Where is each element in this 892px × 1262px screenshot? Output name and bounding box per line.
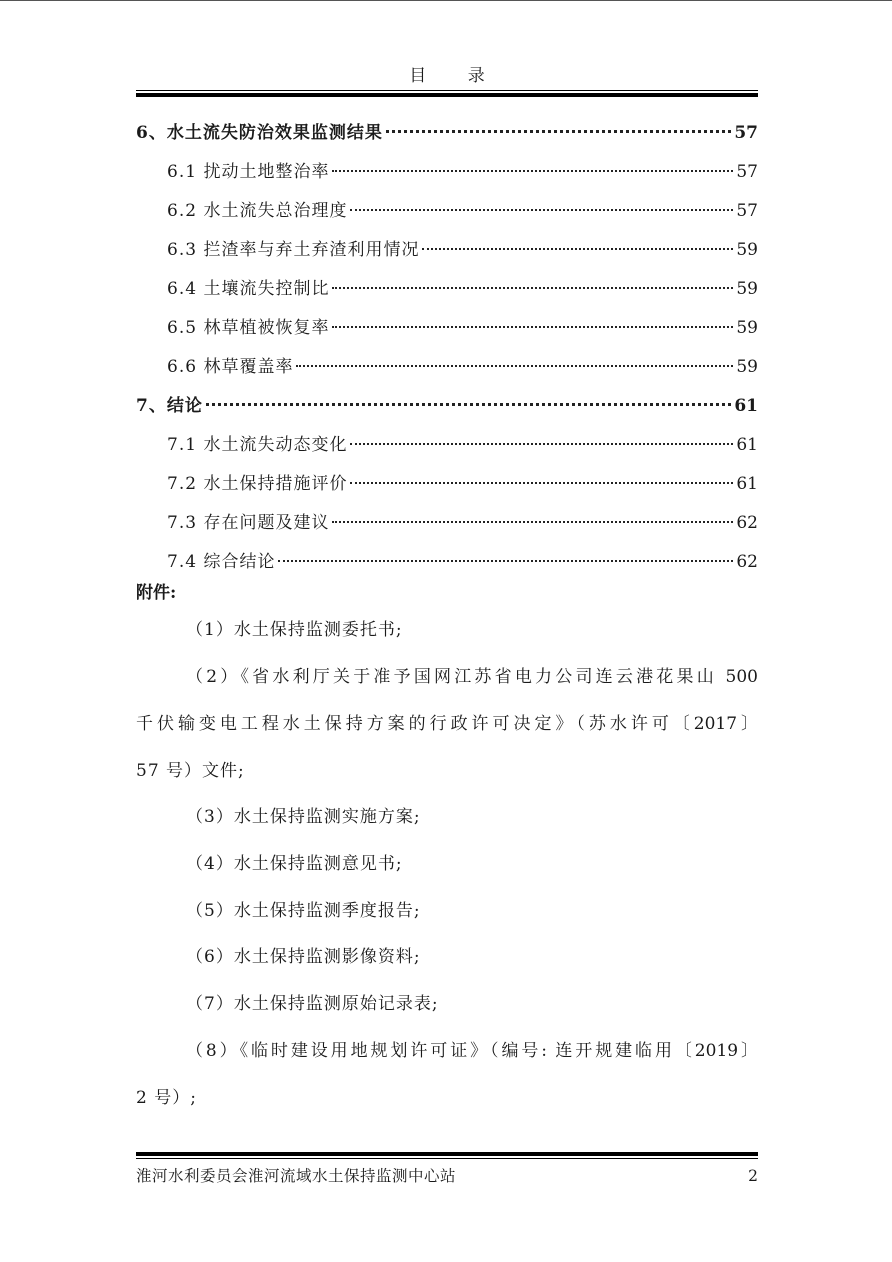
toc-entry[interactable] [167,432,758,458]
toc-leader [332,326,733,328]
toc-entry-label: 6.5 林草植被恢复率 [167,318,330,338]
toc-leader [332,521,733,523]
footer-page-number: 2 [748,1167,758,1185]
toc-entry-page: 59 [736,240,758,260]
attachment-item: （6）水土保持监测影像资料; [186,947,421,967]
attachment-item-line: （2）《省水利厅关于准予国网江苏省电力公司连云港花果山 500 [186,667,758,687]
toc-entry-page: 57 [734,123,758,143]
toc-entry-page: 61 [736,474,758,494]
toc-leader [350,443,733,445]
toc-leader [206,403,731,406]
toc-entry[interactable] [136,120,758,146]
toc-entry-label: 6.2 水土流失总治理度 [167,201,348,221]
toc-entry-label: 6.1 扰动土地整治率 [167,162,330,182]
toc-entry-page: 57 [736,162,758,182]
toc-entry[interactable] [167,276,758,302]
toc-leader [422,248,733,250]
toc-entry-page: 59 [736,318,758,338]
attachment-item-line: （8）《临时建设用地规划许可证》（编号: 连开规建临用〔2019〕 [186,1041,758,1061]
toc-entry-label: 7.2 水土保持措施评价 [167,474,348,494]
attachment-item: （3）水土保持监测实施方案; [186,807,421,827]
toc-entry[interactable] [136,393,758,419]
toc-entry-page: 59 [736,357,758,377]
footer-rule [136,1152,758,1159]
attachment-item-line: 57 号）文件; [136,761,245,781]
toc-leader [350,209,733,211]
toc-leader [278,560,733,562]
toc-entry[interactable] [167,549,758,575]
toc-entry-page: 61 [736,435,758,455]
attachment-item: （1）水土保持监测委托书; [186,620,403,640]
toc-entry[interactable] [167,237,758,263]
header-rule [136,90,758,97]
attachments-title: 附件: [136,583,177,603]
toc-entry[interactable] [167,315,758,341]
toc-entry-label: 7.4 综合结论 [167,552,276,572]
toc-entry[interactable] [167,471,758,497]
footer-organization: 淮河水利委员会淮河流域水土保持监测中心站 [136,1167,457,1185]
toc-entry-label: 6、水土流失防治效果监测结果 [136,123,383,143]
toc-entry-page: 62 [736,552,758,572]
toc-leader [386,130,732,133]
toc-entry-label: 7.3 存在问题及建议 [167,513,330,533]
page-header-title: 目 录 [409,66,503,86]
toc-entry-label: 6.6 林草覆盖率 [167,357,294,377]
attachment-item-line: 千伏输变电工程水土保持方案的行政许可决定》（苏水许可〔2017〕 [136,714,758,734]
toc-entry[interactable] [167,159,758,185]
toc-entry-label: 7、结论 [136,396,203,416]
toc-entry-label: 6.4 土壤流失控制比 [167,279,330,299]
toc-entry[interactable] [167,198,758,224]
toc-entry-page: 62 [736,513,758,533]
toc-leader [332,170,733,172]
toc-entry-page: 59 [736,279,758,299]
toc-leader [350,482,733,484]
attachment-item: （4）水土保持监测意见书; [186,854,403,874]
toc-leader [332,287,733,289]
attachment-item-line: 2 号）; [136,1088,197,1108]
toc-entry-page: 57 [736,201,758,221]
attachment-item: （7）水土保持监测原始记录表; [186,994,439,1014]
attachment-item: （5）水土保持监测季度报告; [186,901,421,921]
toc-entry-label: 7.1 水土流失动态变化 [167,435,348,455]
toc-entry[interactable] [167,510,758,536]
document-page [136,0,758,1262]
toc-entry-page: 61 [734,396,758,416]
toc-entry-label: 6.3 拦渣率与弃土弃渣利用情况 [167,240,420,260]
toc-leader [296,365,733,367]
toc-entry[interactable] [167,354,758,380]
